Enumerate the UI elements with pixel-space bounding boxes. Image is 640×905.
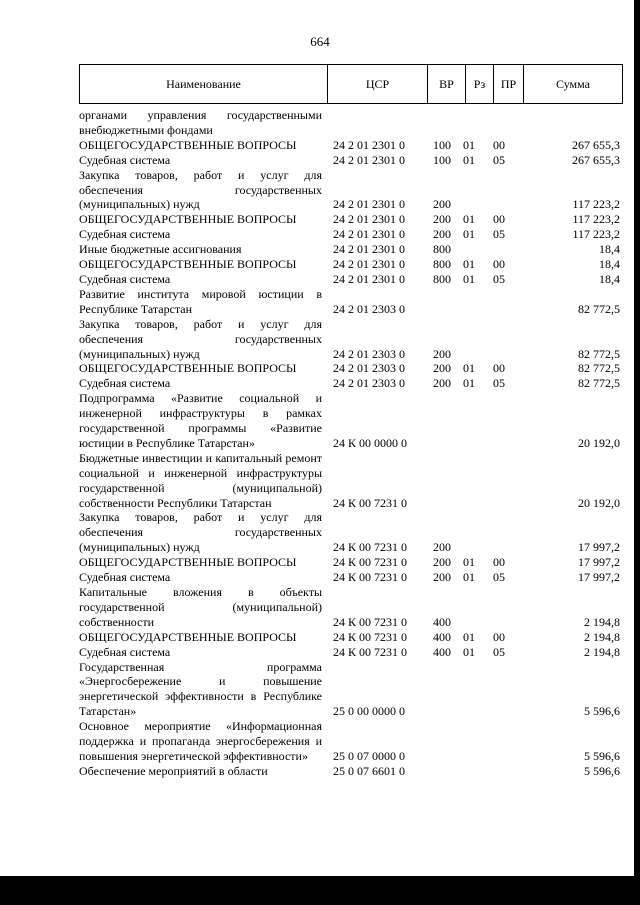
table-row xyxy=(79,138,623,153)
cell-pr: 05 xyxy=(493,227,505,242)
cell-rz: 01 xyxy=(463,227,475,242)
table-row xyxy=(79,317,623,362)
cell-pr: 00 xyxy=(493,212,505,227)
cell-csr: 24 2 01 2301 0 xyxy=(333,271,405,286)
cell-rz: 01 xyxy=(463,212,475,227)
cell-name: Обеспечение мероприятий в области xyxy=(79,763,268,778)
cell-name: Бюджетные инвестиции и капитальный ремонт социальной и инженерной инфраструктуры государственной (муниципальной) собственности Республики Татарстан xyxy=(79,450,322,510)
cell-csr: 24 2 01 2301 0 xyxy=(333,197,405,212)
cell-sum: 2 194,8 xyxy=(584,629,620,644)
cell-rz: 01 xyxy=(463,570,475,585)
cell-name: органами управления государственными внебюджетными фондами xyxy=(79,108,322,137)
table-row xyxy=(79,764,623,779)
cell-sum: 5 596,6 xyxy=(584,748,620,763)
table-row xyxy=(79,645,623,660)
cell-rz: 01 xyxy=(463,257,475,272)
cell-vr: 400 xyxy=(433,644,451,659)
cell-name: Судебная система xyxy=(79,152,171,167)
cell-name: Судебная система xyxy=(79,376,171,391)
cell-name: ОБЩЕГОСУДАРСТВЕННЫЕ ВОПРОСЫ xyxy=(79,212,297,227)
cell-name: Закупка товаров, работ и услуг для обеспечения государственных (муниципальных) нужд xyxy=(79,167,322,212)
table-row xyxy=(79,585,623,630)
cell-vr: 200 xyxy=(433,555,451,570)
cell-csr: 24 2 01 2303 0 xyxy=(333,361,405,376)
cell-sum: 20 192,0 xyxy=(578,495,620,510)
table-row xyxy=(79,272,623,287)
cell-rz: 01 xyxy=(463,555,475,570)
cell-rz: 01 xyxy=(463,629,475,644)
cell-sum: 18,4 xyxy=(599,271,620,286)
cell-sum: 17 997,2 xyxy=(578,540,620,555)
cell-sum: 2 194,8 xyxy=(584,614,620,629)
cell-sum: 18,4 xyxy=(599,257,620,272)
header-rz: Рз xyxy=(466,65,494,103)
header-csr: ЦСР xyxy=(328,65,428,103)
cell-csr: 24 К 00 7231 0 xyxy=(333,644,408,659)
cell-rz: 01 xyxy=(463,644,475,659)
cell-name: ОБЩЕГОСУДАРСТВЕННЫЕ ВОПРОСЫ xyxy=(79,361,297,376)
cell-name: Государственная программа «Энергосбережение и повышение энергетической эффективности в Республике Татарстан» xyxy=(79,659,322,719)
table-row xyxy=(79,242,623,257)
cell-name: Судебная система xyxy=(79,271,171,286)
cell-vr: 800 xyxy=(433,257,451,272)
table-row xyxy=(79,153,623,168)
table-body xyxy=(79,108,623,779)
cell-sum: 5 596,6 xyxy=(584,704,620,719)
cell-name: Закупка товаров, работ и услуг для обеспечения государственных (муниципальных) нужд xyxy=(79,510,322,555)
cell-csr: 24 К 00 7231 0 xyxy=(333,614,408,629)
header-sum: Сумма xyxy=(556,76,590,91)
table-row xyxy=(79,376,623,391)
cell-name: ОБЩЕГОСУДАРСТВЕННЫЕ ВОПРОСЫ xyxy=(79,629,297,644)
cell-vr: 400 xyxy=(433,629,451,644)
page-number: 664 xyxy=(310,34,330,49)
cell-sum: 117 223,2 xyxy=(572,197,620,212)
cell-csr: 25 0 07 6601 0 xyxy=(333,763,405,778)
cell-name: Судебная система xyxy=(79,227,171,242)
cell-csr: 24 К 00 7231 0 xyxy=(333,555,408,570)
cell-sum: 267 655,3 xyxy=(572,152,620,167)
cell-pr: 00 xyxy=(493,257,505,272)
header-vr: ВР xyxy=(428,65,466,103)
scan-right-border xyxy=(634,0,640,905)
cell-name: Капитальные вложения в объекты государственной (муниципальной) собственности xyxy=(79,585,322,629)
cell-pr: 00 xyxy=(493,555,505,570)
cell-rz: 01 xyxy=(463,376,475,391)
header-pr: ПР xyxy=(494,65,524,103)
cell-rz: 01 xyxy=(463,361,475,376)
cell-csr: 25 0 00 0000 0 xyxy=(333,704,405,719)
cell-csr: 24 2 01 2303 0 xyxy=(333,376,405,391)
cell-sum: 2 194,8 xyxy=(584,644,620,659)
cell-csr: 24 2 01 2301 0 xyxy=(333,227,405,242)
table-row xyxy=(79,451,623,511)
table-row xyxy=(79,227,623,242)
scan-bottom-border xyxy=(0,876,640,905)
cell-sum: 117 223,2 xyxy=(572,227,620,242)
cell-sum: 267 655,3 xyxy=(572,137,620,152)
cell-vr: 200 xyxy=(433,361,451,376)
cell-sum: 17 997,2 xyxy=(578,570,620,585)
cell-vr: 200 xyxy=(433,346,451,361)
cell-sum: 82 772,5 xyxy=(578,301,620,316)
cell-vr: 100 xyxy=(433,137,451,152)
cell-sum: 18,4 xyxy=(599,242,620,257)
cell-csr: 24 2 01 2303 0 xyxy=(333,346,405,361)
cell-sum: 5 596,6 xyxy=(584,763,620,778)
cell-name: ОБЩЕГОСУДАРСТВЕННЫЕ ВОПРОСЫ xyxy=(79,257,297,272)
cell-name: Судебная система xyxy=(79,570,171,585)
table-row xyxy=(79,108,623,138)
cell-pr: 00 xyxy=(493,137,505,152)
header-name: Наименование xyxy=(80,65,328,103)
cell-pr: 00 xyxy=(493,629,505,644)
cell-vr: 200 xyxy=(433,197,451,212)
cell-pr: 05 xyxy=(493,376,505,391)
cell-vr: 100 xyxy=(433,152,451,167)
cell-name: Развитие института мировой юстиции в Республике Татарстан xyxy=(79,286,322,316)
cell-sum: 17 997,2 xyxy=(578,555,620,570)
cell-sum: 82 772,5 xyxy=(578,346,620,361)
cell-csr: 24 2 01 2301 0 xyxy=(333,257,405,272)
cell-vr: 400 xyxy=(433,614,451,629)
cell-csr: 24 К 00 7231 0 xyxy=(333,570,408,585)
cell-name: Основное мероприятие «Информационная поддержка и пропаганда энергосбережения и повышения энергетической эффективности» xyxy=(79,719,322,763)
table-row xyxy=(79,168,623,213)
cell-csr: 24 К 00 7231 0 xyxy=(333,629,408,644)
table-row xyxy=(79,630,623,645)
cell-name: Подпрограмма «Развитие социальной и инженерной инфраструктуры в рамках государственной программы «Развитие юстиции в Республике Татарстан» xyxy=(79,391,322,450)
cell-rz: 01 xyxy=(463,271,475,286)
cell-name: ОБЩЕГОСУДАРСТВЕННЫЕ ВОПРОСЫ xyxy=(79,555,297,570)
cell-vr: 200 xyxy=(433,540,451,555)
cell-rz: 01 xyxy=(463,137,475,152)
cell-vr: 200 xyxy=(433,227,451,242)
table-row xyxy=(79,660,623,720)
cell-sum: 82 772,5 xyxy=(578,361,620,376)
table-row xyxy=(79,287,623,317)
cell-pr: 05 xyxy=(493,271,505,286)
cell-name: ОБЩЕГОСУДАРСТВЕННЫЕ ВОПРОСЫ xyxy=(79,137,297,152)
cell-pr: 00 xyxy=(493,361,505,376)
cell-csr: 25 0 07 0000 0 xyxy=(333,748,405,763)
cell-pr: 05 xyxy=(493,644,505,659)
cell-sum: 20 192,0 xyxy=(578,435,620,450)
cell-name: Судебная система xyxy=(79,644,171,659)
table-row xyxy=(79,257,623,272)
cell-csr: 24 2 01 2301 0 xyxy=(333,137,405,152)
table-row xyxy=(79,555,623,570)
cell-csr: 24 2 01 2301 0 xyxy=(333,242,405,257)
table-row xyxy=(79,719,623,764)
cell-vr: 800 xyxy=(433,271,451,286)
cell-rz: 01 xyxy=(463,152,475,167)
table-row xyxy=(79,570,623,585)
cell-sum: 117 223,2 xyxy=(572,212,620,227)
table-row xyxy=(79,391,623,451)
cell-pr: 05 xyxy=(493,570,505,585)
cell-csr: 24 К 00 0000 0 xyxy=(333,435,408,450)
cell-csr: 24 2 01 2303 0 xyxy=(333,301,405,316)
cell-vr: 200 xyxy=(433,570,451,585)
table-row xyxy=(79,212,623,227)
cell-name: Иные бюджетные ассигнования xyxy=(79,242,242,257)
table-header xyxy=(79,64,623,104)
cell-csr: 24 2 01 2301 0 xyxy=(333,152,405,167)
cell-sum: 82 772,5 xyxy=(578,376,620,391)
cell-csr: 24 К 00 7231 0 xyxy=(333,495,408,510)
table-row xyxy=(79,510,623,555)
cell-name: Закупка товаров, работ и услуг для обеспечения государственных (муниципальных) нужд xyxy=(79,316,322,361)
cell-csr: 24 2 01 2301 0 xyxy=(333,212,405,227)
cell-vr: 800 xyxy=(433,242,451,257)
cell-vr: 200 xyxy=(433,376,451,391)
cell-pr: 05 xyxy=(493,152,505,167)
cell-vr: 200 xyxy=(433,212,451,227)
cell-csr: 24 К 00 7231 0 xyxy=(333,540,408,555)
table-row xyxy=(79,361,623,376)
